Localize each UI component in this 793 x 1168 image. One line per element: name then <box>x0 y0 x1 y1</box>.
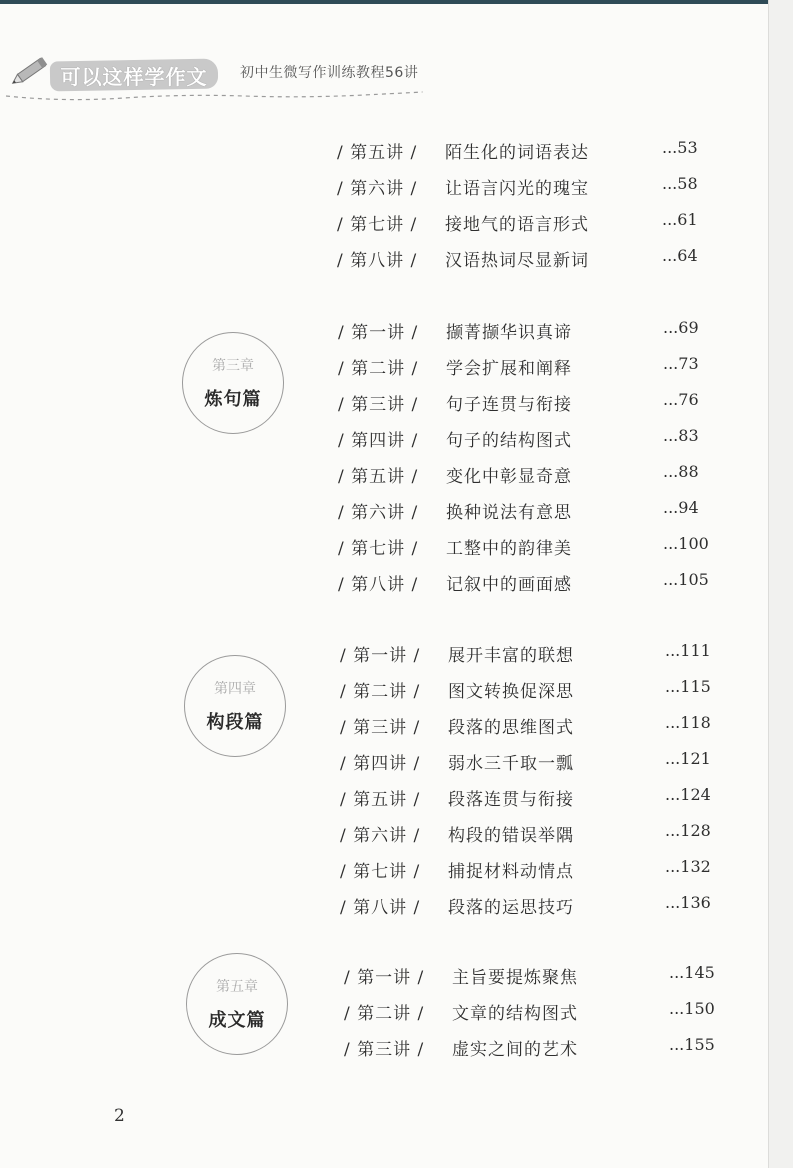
page-ref: ...115 <box>665 677 711 696</box>
page-ref: ...111 <box>665 641 711 660</box>
page-ref: ...124 <box>665 785 711 804</box>
lecture-title: 记叙中的画面感 <box>446 575 572 595</box>
toc-entry <box>340 677 711 707</box>
lecture-title: 句子连贯与衔接 <box>446 395 572 415</box>
chapter-badge <box>182 332 284 434</box>
page-ref: ...64 <box>662 246 698 265</box>
toc-entry <box>340 713 711 743</box>
page-ref: ...83 <box>663 426 699 445</box>
lecture-number: / 第二讲 / <box>338 359 419 379</box>
lecture-title: 汉语热词尽显新词 <box>445 251 589 271</box>
lecture-title: 换种说法有意思 <box>446 503 572 523</box>
page-ref: ...100 <box>663 534 709 553</box>
page-ref: ...58 <box>662 174 698 193</box>
chapter-number: 第五章 <box>216 979 258 995</box>
page-ref: ...145 <box>669 963 715 982</box>
page-ref: ...132 <box>665 857 711 876</box>
toc-entry <box>338 390 698 420</box>
lecture-number: / 第八讲 / <box>338 575 419 595</box>
lecture-number: / 第七讲 / <box>337 215 418 235</box>
toc-entry <box>338 498 698 528</box>
lecture-number: / 第五讲 / <box>337 143 418 163</box>
toc-entry <box>344 1035 715 1065</box>
chapter-badge <box>184 655 286 757</box>
lecture-number: / 第七讲 / <box>338 539 419 559</box>
toc-entry <box>337 210 697 240</box>
lecture-title: 学会扩展和阐释 <box>446 359 572 379</box>
lecture-title: 构段的错误举隅 <box>448 826 574 846</box>
lecture-title: 虚实之间的艺术 <box>452 1040 578 1060</box>
lecture-number: / 第六讲 / <box>337 179 418 199</box>
chapter-name: 炼句篇 <box>204 389 262 410</box>
page-ref: ...61 <box>662 210 698 229</box>
page-ref: ...94 <box>663 498 699 517</box>
page-ref: ...136 <box>665 893 711 912</box>
lecture-number: / 第七讲 / <box>340 862 421 882</box>
lecture-title: 让语言闪光的瑰宝 <box>445 179 589 199</box>
page-ref: ...69 <box>663 318 699 337</box>
page-ref: ...88 <box>663 462 699 481</box>
toc-entry <box>337 138 697 168</box>
lecture-number: / 第二讲 / <box>344 1004 425 1024</box>
toc-entry <box>340 749 711 779</box>
page-ref: ...118 <box>665 713 711 732</box>
page-ref: ...155 <box>669 1035 715 1054</box>
page-ref: ...150 <box>669 999 715 1018</box>
toc-entry <box>340 857 711 887</box>
lecture-title: 文章的结构图式 <box>452 1004 578 1024</box>
chapter-name: 构段篇 <box>206 712 264 733</box>
toc-entry <box>344 963 715 993</box>
lecture-number: / 第五讲 / <box>338 467 419 487</box>
lecture-title: 变化中彰显奇意 <box>446 467 572 487</box>
lecture-number: / 第八讲 / <box>337 251 418 271</box>
lecture-title: 段落连贯与衔接 <box>448 790 574 810</box>
lecture-title: 陌生化的词语表达 <box>445 143 589 163</box>
running-header <box>0 38 440 98</box>
toc-entry <box>338 570 709 600</box>
chapter-number: 第四章 <box>214 681 256 697</box>
page-ref: ...128 <box>665 821 711 840</box>
toc-entry <box>338 354 698 384</box>
book-subtitle: 初中生微写作训练教程56讲 <box>240 65 419 81</box>
page-edge <box>768 0 793 1168</box>
lecture-number: / 第一讲 / <box>344 968 425 988</box>
lecture-number: / 第一讲 / <box>340 646 421 666</box>
book-title: 可以这样学作文 <box>60 64 208 89</box>
lecture-number: / 第四讲 / <box>340 754 421 774</box>
chapter-name: 成文篇 <box>208 1010 266 1031</box>
lecture-number: / 第三讲 / <box>338 395 419 415</box>
page-ref: ...76 <box>663 390 699 409</box>
lecture-number: / 第五讲 / <box>340 790 421 810</box>
toc-entry <box>337 246 697 276</box>
lecture-number: / 第一讲 / <box>338 323 419 343</box>
toc-entry <box>338 534 709 564</box>
book-title-badge <box>50 60 218 90</box>
lecture-number: / 第二讲 / <box>340 682 421 702</box>
chapter-number: 第三章 <box>212 358 254 374</box>
page-number: 2 <box>114 1106 125 1126</box>
toc-entry <box>344 999 715 1029</box>
page-ref: ...53 <box>662 138 698 157</box>
lecture-number: / 第三讲 / <box>344 1040 425 1060</box>
top-rule <box>0 0 793 4</box>
page-ref: ...105 <box>663 570 709 589</box>
toc-entry <box>340 785 711 815</box>
toc-entry <box>338 318 698 348</box>
toc-entry <box>340 893 711 923</box>
page-ref: ...73 <box>663 354 699 373</box>
lecture-title: 图文转换促深思 <box>448 682 574 702</box>
lecture-title: 弱水三千取一瓢 <box>448 754 574 774</box>
lecture-number: / 第六讲 / <box>338 503 419 523</box>
lecture-number: / 第三讲 / <box>340 718 421 738</box>
lecture-title: 捕捉材料动情点 <box>448 862 574 882</box>
toc-entry <box>340 821 711 851</box>
toc-entry <box>338 462 698 492</box>
lecture-title: 展开丰富的联想 <box>448 646 574 666</box>
lecture-title: 接地气的语言形式 <box>445 215 589 235</box>
lecture-title: 段落的思维图式 <box>448 718 574 738</box>
lecture-number: / 第六讲 / <box>340 826 421 846</box>
toc-entry <box>337 174 697 204</box>
lecture-title: 段落的运思技巧 <box>448 898 574 918</box>
toc-entry <box>338 426 698 456</box>
lecture-title: 工整中的韵律美 <box>446 539 572 559</box>
lecture-title: 撷菁撷华识真谛 <box>446 323 572 343</box>
lecture-title: 句子的结构图式 <box>446 431 572 451</box>
toc-entry <box>340 641 711 671</box>
lecture-number: / 第四讲 / <box>338 431 419 451</box>
lecture-title: 主旨要提炼聚焦 <box>452 968 578 988</box>
lecture-number: / 第八讲 / <box>340 898 421 918</box>
chapter-badge <box>186 953 288 1055</box>
page-ref: ...121 <box>665 749 711 768</box>
